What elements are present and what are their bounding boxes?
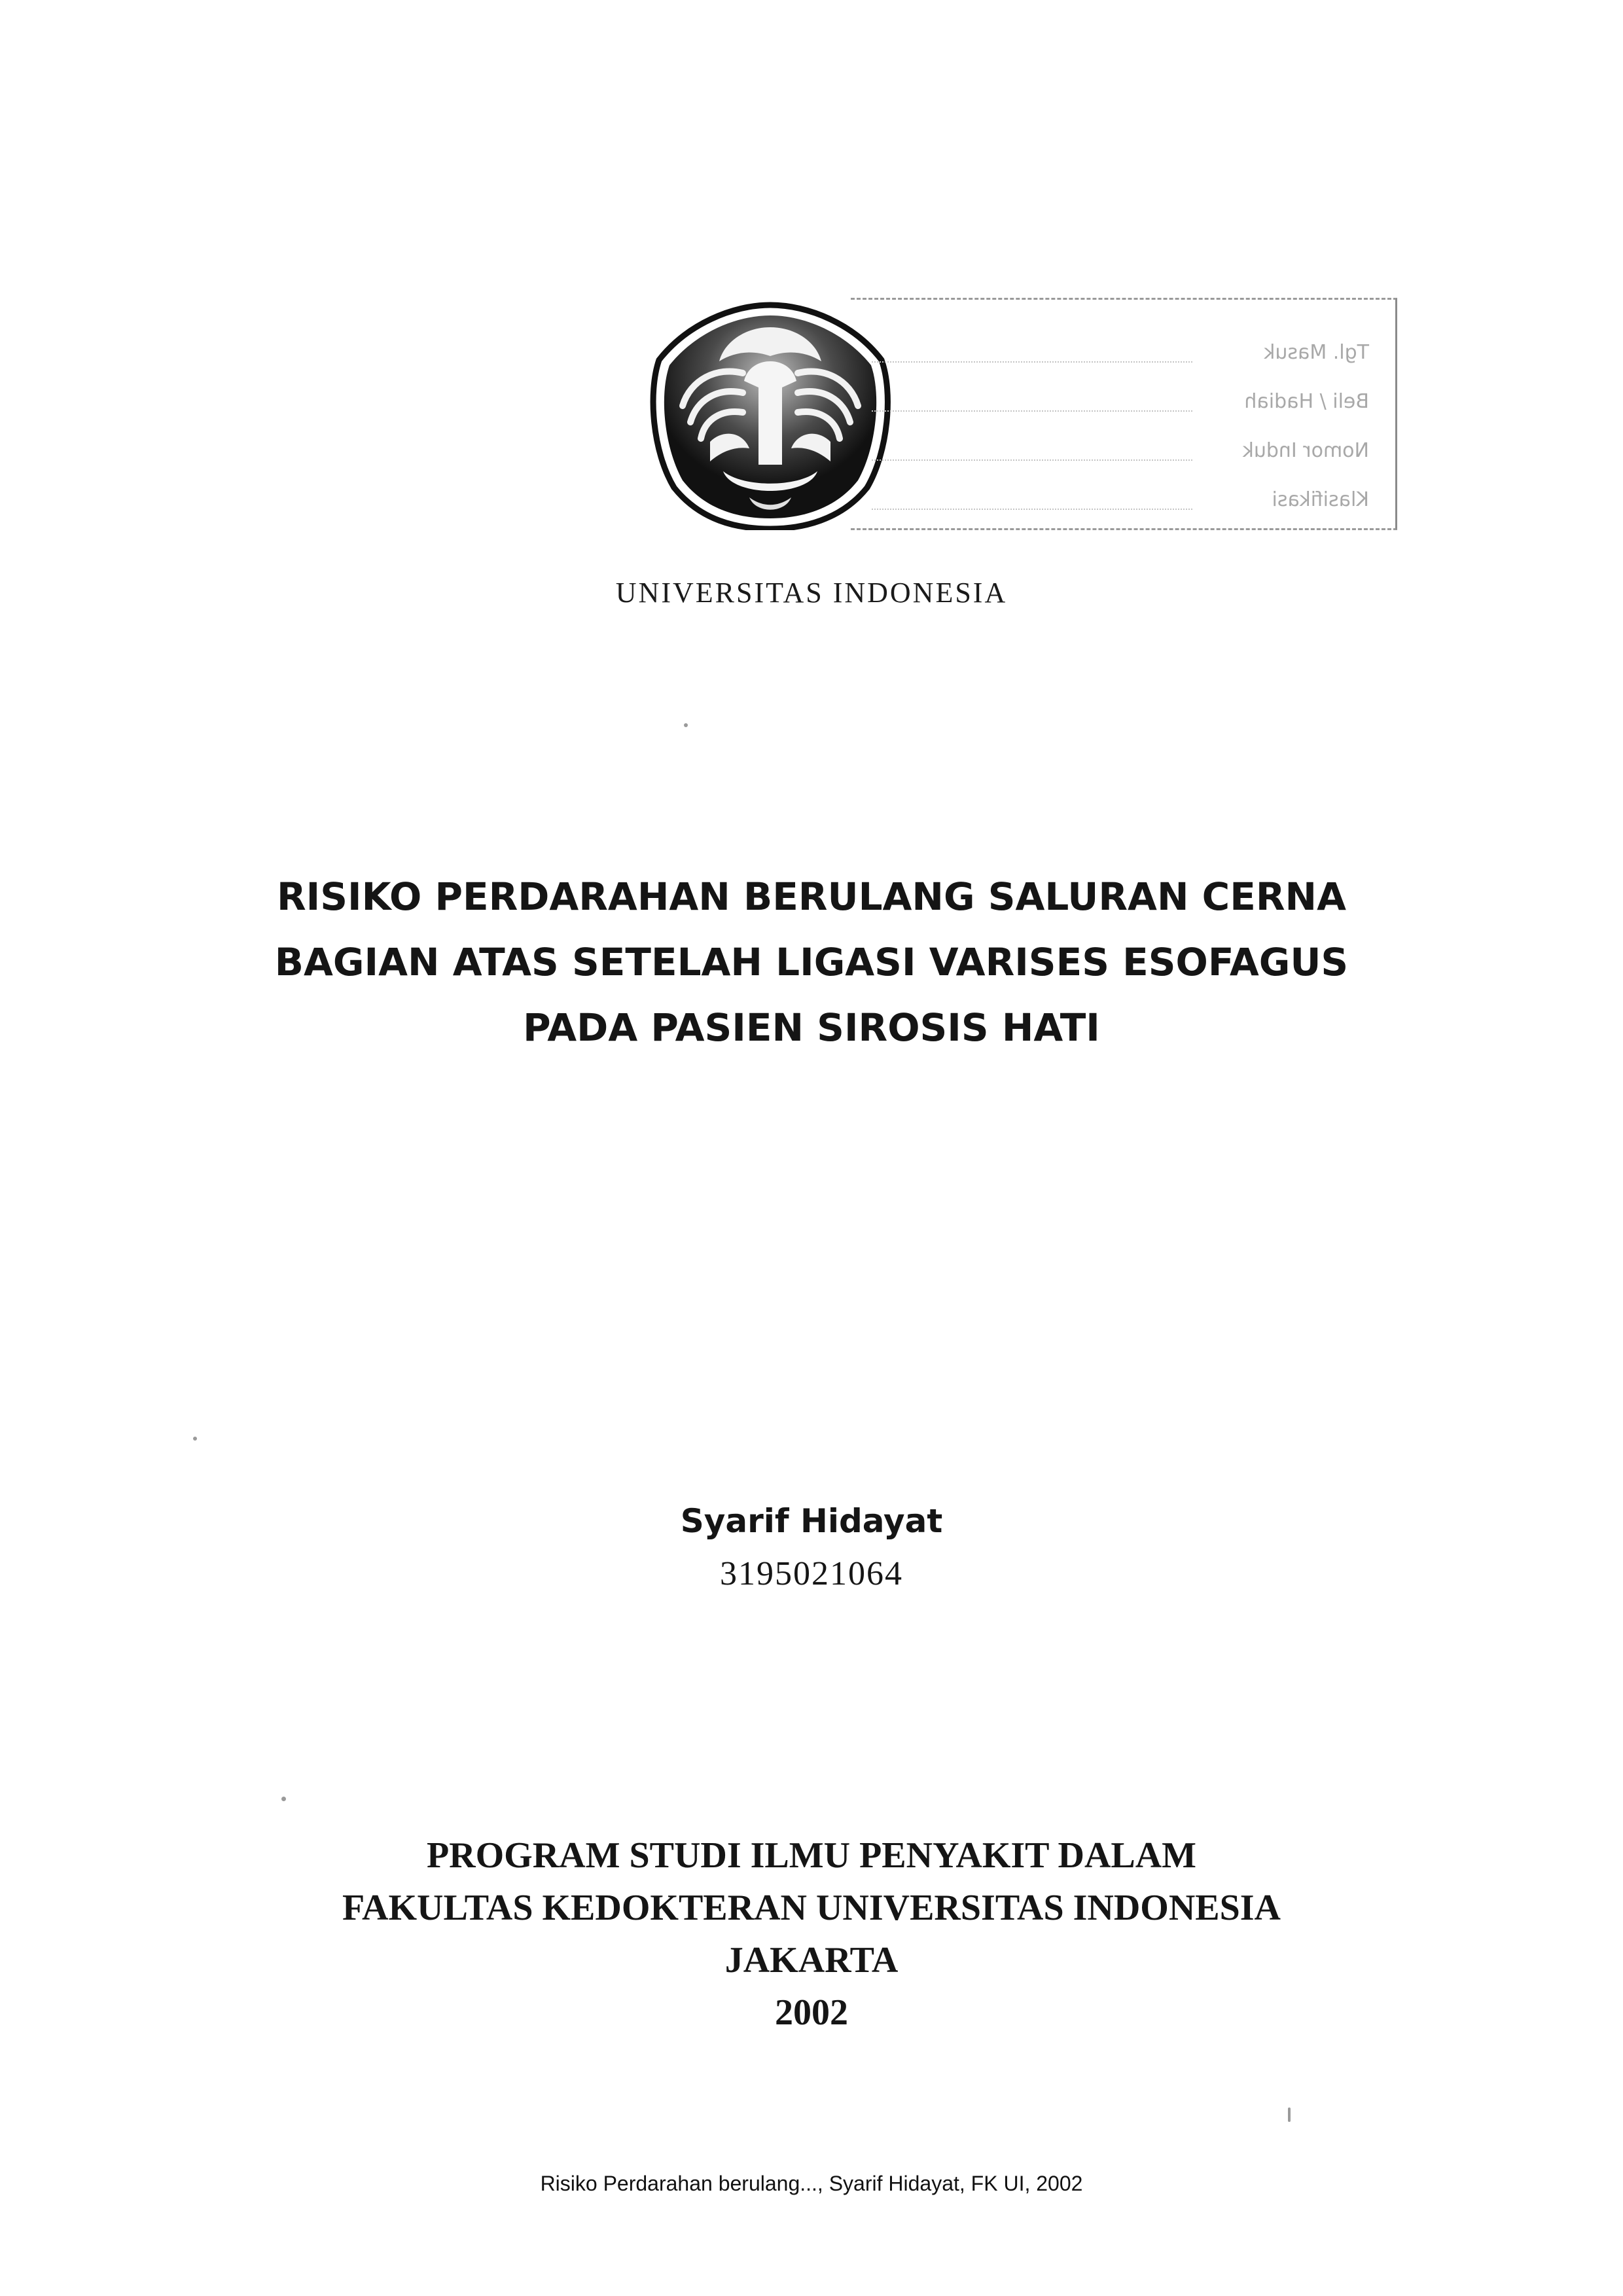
- stamp-label: Beli / Hadiah: [1244, 389, 1369, 413]
- year: 2002: [775, 1992, 848, 2033]
- stamp-line: [872, 489, 1192, 510]
- stamp-row: [872, 431, 1369, 470]
- university-name: UNIVERSITAS INDONESIA: [615, 577, 1008, 609]
- city: JAKARTA: [724, 1940, 899, 1981]
- page-footer: Risiko Perdarahan berulang..., Syarif Hidayat, FK UI, 2002: [540, 2172, 1083, 2195]
- library-stamp: [851, 298, 1397, 530]
- thesis-title-line: BAGIAN ATAS SETELAH LIGASI VARISES ESOFAGUS: [274, 940, 1349, 984]
- stamp-row: [872, 332, 1369, 372]
- stamp-label: Nomor Induk: [1242, 439, 1369, 462]
- scan-speck: [1288, 2108, 1291, 2122]
- library-stamp-mirrored: [851, 300, 1395, 528]
- thesis-title-line: RISIKO PERDARAHAN BERULANG SALURAN CERNA: [277, 874, 1346, 919]
- scan-speck: [193, 1437, 197, 1441]
- scan-speck: [684, 723, 688, 727]
- thesis-title: [131, 864, 1492, 1060]
- student-id: 3195021064: [720, 1555, 903, 1592]
- stamp-label: Klasifikasi: [1272, 488, 1369, 511]
- stamp-line: [872, 391, 1192, 412]
- thesis-title-line: PADA PASIEN SIROSIS HATI: [523, 1005, 1100, 1050]
- program-name: PROGRAM STUDI ILMU PENYAKIT DALAM: [426, 1835, 1197, 1876]
- stamp-label: Tgl. Masuk: [1263, 340, 1369, 364]
- scan-speck: [281, 1797, 286, 1801]
- stamp-line: [872, 342, 1192, 363]
- stamp-row: [872, 382, 1369, 421]
- stamp-line: [872, 440, 1192, 461]
- institution-block: [0, 1829, 1623, 2039]
- author-name: Syarif Hidayat: [680, 1502, 943, 1540]
- stamp-row: [872, 480, 1369, 519]
- faculty-name: FAKULTAS KEDOKTERAN UNIVERSITAS INDONESIA: [342, 1888, 1281, 1928]
